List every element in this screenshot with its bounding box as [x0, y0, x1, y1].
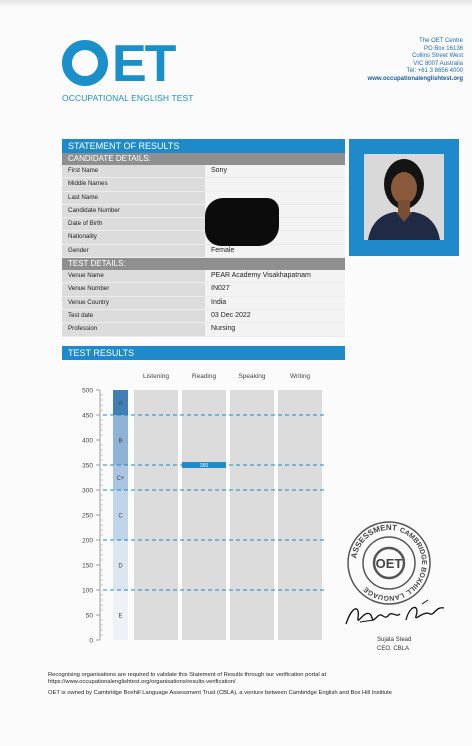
address-line: PO Box 16136	[423, 45, 463, 52]
y-tick-label: 300	[82, 487, 93, 495]
candidate-detail-label: Candidate Number	[62, 205, 205, 217]
candidate-details-header: CANDIDATE DETAILS:	[62, 153, 345, 165]
candidate-detail-row	[62, 218, 345, 231]
y-tick-label: 200	[82, 537, 93, 545]
test-detail-row	[62, 283, 345, 296]
grade-label: D	[118, 563, 123, 570]
top-shadow	[0, 0, 472, 8]
results-chart	[62, 366, 330, 646]
test-detail-value: Nursing	[205, 323, 345, 335]
test-detail-row	[62, 270, 345, 283]
test-detail-label: Venue Country	[62, 297, 205, 309]
grade-label: E	[118, 613, 123, 620]
signatory-title: CEO, CBLA	[377, 646, 410, 652]
signatory-name: Sujata Stead	[377, 637, 412, 643]
grade-label: B	[118, 438, 123, 445]
test-detail-row	[62, 297, 345, 310]
y-tick-label: 50	[85, 612, 93, 620]
website-link[interactable]: www.occupationalenglishtest.org	[367, 75, 463, 82]
statement-title: STATEMENT OF RESULTS	[62, 139, 345, 153]
test-results-header: TEST RESULTS	[62, 346, 345, 360]
signatory	[377, 636, 411, 654]
y-tick-label: 500	[82, 387, 93, 395]
test-detail-label: Profession	[62, 323, 205, 335]
test-detail-value: 03 Dec 2022	[205, 310, 345, 322]
subscore-column	[182, 390, 226, 640]
candidate-detail-row	[62, 245, 345, 258]
test-detail-label: Venue Name	[62, 270, 205, 282]
ownership-notice: OET is owned by Cambridge Boxhill Language Assessment Trust (CBLA), a venture between Cambridge English and Box Hill Institute	[48, 690, 393, 696]
grade-label: C+	[116, 476, 125, 482]
candidate-photo	[364, 154, 444, 240]
y-tick-label: 100	[82, 587, 93, 595]
stamp-top-text: ASSESSMENT	[349, 522, 398, 560]
address-line: Collins Street West	[412, 53, 463, 60]
cambridge-boxhill-stamp	[346, 520, 432, 606]
grade-label: A	[118, 401, 123, 407]
stamp-right-text: CAMBRIDGE BOXHILL	[398, 526, 428, 596]
oet-logo	[62, 35, 194, 104]
test-detail-value: PEAR Academy Visakhapatnam	[205, 270, 345, 282]
grade-label: C	[118, 513, 123, 520]
stamp-bottom-text: LANGUAGE	[362, 585, 405, 602]
signature	[340, 596, 450, 630]
candidate-detail-row	[62, 205, 345, 218]
y-tick-label: 150	[82, 562, 93, 570]
candidate-detail-row	[62, 192, 345, 205]
redaction-mark	[205, 198, 279, 246]
candidate-detail-label: Last Name	[62, 192, 205, 204]
address-line: VIC 8007 Australia	[413, 60, 463, 67]
y-tick-label: 250	[82, 512, 93, 520]
subscore-column	[134, 390, 178, 640]
candidate-detail-label: Nationality	[62, 231, 205, 243]
test-detail-value: IN027	[205, 283, 345, 295]
subscore-column	[230, 390, 274, 640]
candidate-detail-label: Middle Names	[62, 178, 205, 190]
category-label: Listening	[142, 373, 170, 380]
category-label: Reading	[191, 373, 217, 380]
y-tick-label: 450	[82, 412, 93, 420]
candidate-detail-row	[62, 165, 345, 178]
logo-subtitle: OCCUPATIONAL ENGLISH TEST	[62, 93, 194, 103]
svg-text:ASSESSMENT	[349, 523, 397, 559]
test-details-header: TEST DETAILS:	[62, 258, 345, 270]
y-tick-label: 400	[82, 437, 93, 445]
candidate-detail-label: First Name	[62, 165, 205, 177]
logo-o-ring	[62, 40, 108, 86]
candidate-detail-label: Date of Birth	[62, 218, 205, 230]
test-detail-label: Venue Number	[62, 283, 205, 295]
candidate-detail-value	[205, 178, 345, 190]
verification-url[interactable]: https://www.occupationalenglishtest.org/organisations/results-verification/	[48, 679, 236, 686]
y-tick-label: 350	[82, 462, 93, 470]
candidate-detail-value: Sony	[205, 165, 345, 177]
verification-line: Recognising organisations are required to validate this Statement of Results through our verification portal at	[48, 672, 327, 678]
test-results-section	[62, 346, 345, 360]
oet-address	[368, 38, 463, 84]
test-detail-row	[62, 310, 345, 323]
candidate-detail-value: Female	[205, 245, 345, 257]
test-detail-label: Test date	[62, 310, 205, 322]
category-label: Speaking	[238, 373, 266, 380]
y-tick-label: 0	[89, 637, 93, 645]
address-line: The OET Centre	[419, 38, 463, 44]
category-label: Writing	[289, 373, 311, 380]
test-detail-row	[62, 323, 345, 336]
verification-notice	[48, 672, 326, 687]
candidate-detail-label: Gender	[62, 245, 205, 257]
logo-et-letters: ET	[112, 35, 175, 93]
candidate-detail-row	[62, 231, 345, 244]
stamp-center-text: OET	[375, 556, 403, 571]
subscore-column	[278, 390, 322, 640]
score-label: 350	[199, 462, 209, 469]
candidate-detail-row	[62, 178, 345, 191]
test-detail-value: India	[205, 297, 345, 309]
address-line: Tel: +61 3 8656 4000	[406, 68, 463, 75]
candidate-photo-frame	[349, 139, 459, 256]
statement-table	[62, 139, 345, 337]
